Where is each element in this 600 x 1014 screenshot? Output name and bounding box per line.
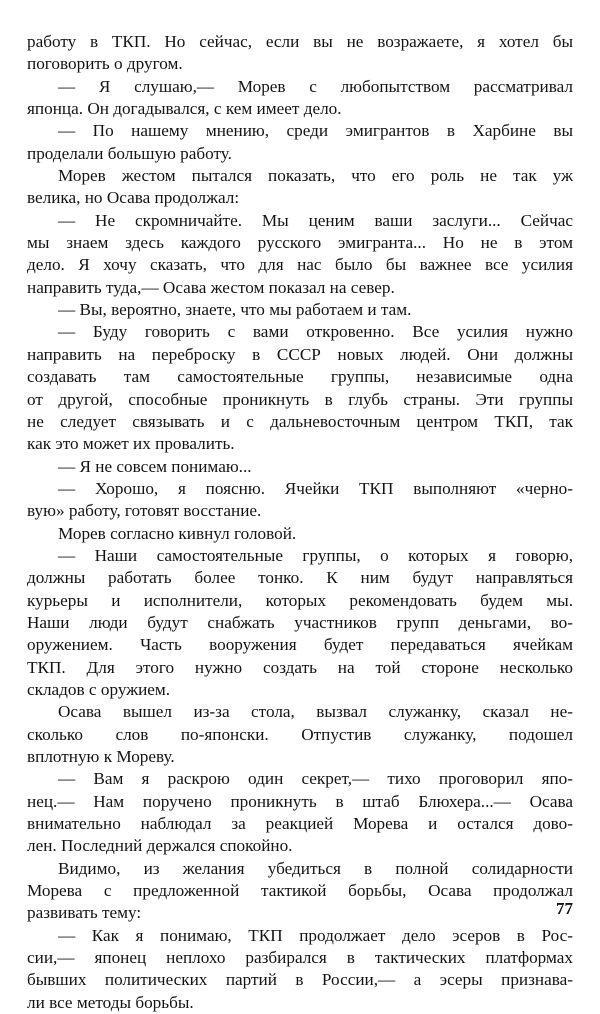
page-number: 77	[556, 899, 573, 918]
text-line: — Я слушаю,— Морев с любопытством рассматривал	[58, 76, 573, 96]
text-line: внимательно наблюдал за реакцией Морева и остался дово-	[27, 814, 573, 834]
text-line: как это может их провалить.	[27, 434, 235, 454]
text-line: сколько слов по-японски. Отпустив служанку, подошел	[27, 724, 573, 744]
text-line: Осава вышел из-за стола, вызвал служанку, сказал не-	[58, 702, 573, 722]
text-line: нец.— Нам поручено проникнуть в штаб Блюхера...— Осава	[27, 791, 573, 811]
text-line: развивать тему:	[27, 903, 142, 923]
text-line: мы знаем здесь каждого русского эмигранта... Но не в этом	[27, 233, 573, 253]
text-line: должны работать более тонко. К ним будут направляться	[27, 568, 573, 588]
text-line: — Как я понимаю, ТКП продолжает дело эсеров в Рос-	[58, 925, 573, 945]
text-line: Наши люди будут снабжать участников групп деньгами, во-	[27, 612, 573, 632]
text-line: направить туда,— Осава жестом показал на север.	[27, 277, 395, 297]
text-line: Морев согласно кивнул головой.	[58, 523, 297, 543]
text-line: Видимо, из желания убедиться в полной солидарности	[58, 858, 573, 878]
text-line: бывших политических партий в России,— а эсеры признава-	[27, 970, 573, 990]
text-line: сии,— японец неплохо разбирался в тактических платформах	[27, 948, 573, 968]
text-line: поговорить о другом.	[27, 54, 183, 74]
text-line: вую» работу, готовят восстание.	[27, 501, 262, 521]
text-line: велика, но Осава продолжал:	[27, 188, 240, 208]
text-line: не следует связывать и с дальневосточным центром ТКП, так	[27, 411, 573, 431]
text-line: создавать там самостоятельные группы, независимые одна	[27, 367, 573, 387]
text-line: работу в ТКП. Но сейчас, если вы не возражаете, я хотел бы	[27, 32, 573, 51]
text-line: направить на переброску в СССР новых людей. Они должны	[27, 344, 573, 364]
book-page	[27, 0, 573, 1012]
text-line: оружением. Часть вооружения будет передаваться ячейкам	[27, 635, 573, 655]
text-line: японца. Он догадывался, с кем имеет дело.	[27, 99, 342, 119]
text-line: вплотную к Мореву.	[27, 747, 175, 766]
text-line: — Не скромничайте. Мы ценим ваши заслуги... Сейчас	[58, 210, 573, 230]
text-line: курьеры и исполнители, которых рекомендовать будем мы.	[27, 590, 573, 610]
text-line: лен. Последний держался спокойно.	[27, 836, 293, 856]
text-line: дело. Я хочу сказать, что для нас было бы важнее все усилия	[27, 255, 573, 275]
text-line: — Вам я раскрою один секрет,— тихо проговорил япо-	[58, 769, 573, 789]
text-line: — Вы, вероятно, знаете, что мы работаем и там.	[58, 300, 412, 320]
text-line: ТКП. Для этого нужно создать на той стороне несколько	[27, 657, 573, 677]
text-line: Морев жестом пытался показать, что его роль не так уж	[58, 166, 573, 186]
text-line: — По нашему мнению, среди эмигрантов в Харбине вы	[58, 121, 573, 141]
text-line: — Я не совсем понимаю...	[58, 456, 252, 476]
body-text	[27, 31, 573, 1014]
text-line: Морева с предложенной тактикой борьбы, Осава продолжал	[27, 881, 573, 901]
text-line: проделали большую работу.	[27, 143, 232, 163]
text-line: складов с оружием.	[27, 679, 171, 699]
text-line: — Хорошо, я поясню. Ячейки ТКП выполняют «черно-	[58, 478, 573, 498]
text-line: — Буду говорить с вами откровенно. Все усилия нужно	[58, 322, 573, 342]
text-line: от другой, способные проникнуть в глубь страны. Эти группы	[27, 389, 573, 409]
text-line: ли все методы борьбы.	[27, 992, 194, 1012]
text-line: — Наши самостоятельные группы, о которых я говорю,	[58, 545, 573, 565]
